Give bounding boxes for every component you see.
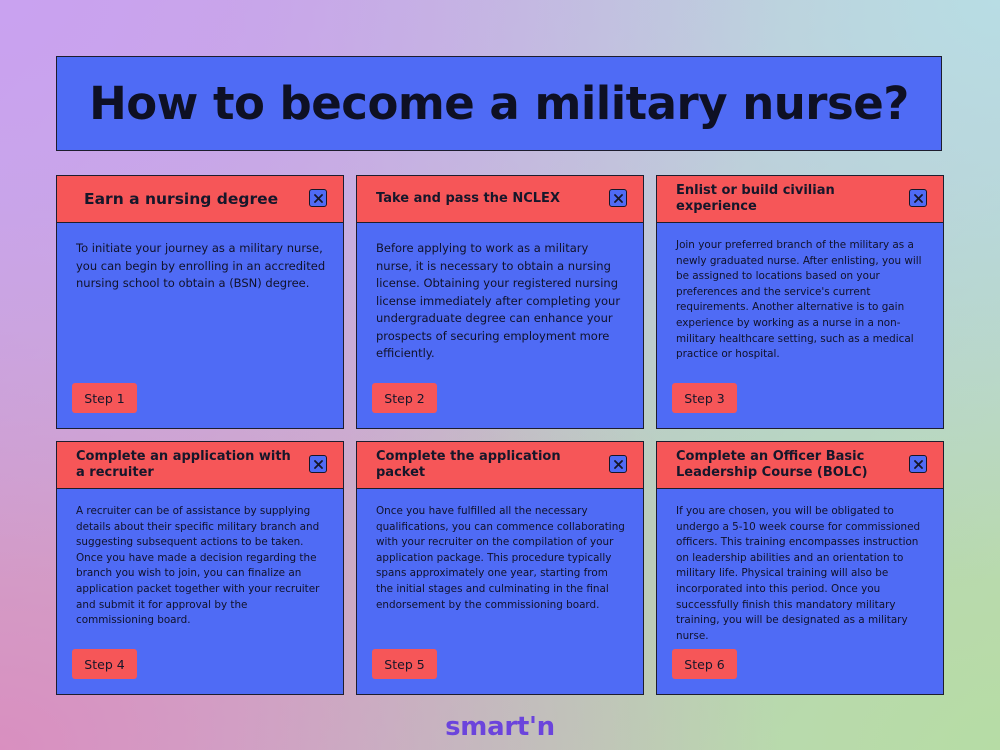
step-card-1 (56, 175, 344, 429)
card-body: If you are chosen, you will be obligated to undergo a 5-10 week course for commissioned officers. This training encompasses instruction on leadership abilities and an orientation to military life. Physical training will also be incorporated into this period. Once you successfully finish this mandatory military training, you will be designated as a military nurse. (676, 505, 921, 642)
card-header (57, 176, 343, 223)
step-card-4 (56, 441, 344, 695)
card-header (357, 442, 643, 489)
card-title: Take and pass the NCLEX (376, 191, 560, 206)
title-banner (56, 56, 942, 151)
card-header (357, 176, 643, 223)
card-body: To initiate your journey as a military nurse, you can begin by enrolling in an accredited nursing school to obtain a (BSN) degree. (76, 241, 326, 290)
card-body: Before applying to work as a military nurse, it is necessary to obtain a nursing license. Obtaining your registered nursing license immediately after completing your undergraduate degree can enhance your prospects of securing employment more efficiently. (376, 241, 621, 360)
card-title: Complete an Officer Basic Leadership Course (BOLC) (676, 449, 868, 480)
card-body: Once you have fulfilled all the necessary qualifications, you can commence collaborating with your recruiter on the compilation of your application package. This procedure typically spans approximately one year, starting from the initial stages and culminating in the final endorsement by the commissioning board. (376, 505, 625, 611)
card-body: A recruiter can be of assistance by supplying details about their specific military branch and suggesting subsequent actions to be taken. Once you have made a decision regarding the branch you wish to join, you can finalize an application packet together with your recruiter and submit it for approval by the commissioning board. (76, 505, 320, 627)
card-title: Earn a nursing degree (84, 190, 279, 208)
step-6-button[interactable]: Step 6 (672, 649, 737, 679)
card-title: Enlist or build civilian experience (676, 183, 835, 214)
step-1-button[interactable]: Step 1 (72, 383, 137, 413)
step-3-button[interactable]: Step 3 (672, 383, 737, 413)
step-5-button[interactable]: Step 5 (372, 649, 437, 679)
card-header (657, 176, 943, 223)
card-header (657, 442, 943, 489)
step-card-5 (356, 441, 644, 695)
card-header (57, 442, 343, 489)
brand-logo: smart'n (445, 712, 555, 742)
close-icon[interactable] (909, 189, 927, 207)
close-icon[interactable] (309, 455, 327, 473)
step-card-2 (356, 175, 644, 429)
page-title: How to become a military nurse? (89, 77, 909, 130)
card-title: Complete the application packet (376, 449, 561, 480)
card-body: Join your preferred branch of the military as a newly graduated nurse. After enlisting, you will be assigned to locations based on your preferences and the service's current requirements. Another alternative is to gain experience by working as a nurse in a non-military healthcare setting, such as a medical practice or hospital. (676, 239, 922, 361)
card-title: Complete an application with a recruiter (76, 449, 291, 480)
step-card-3 (656, 175, 944, 429)
close-icon[interactable] (909, 455, 927, 473)
step-4-button[interactable]: Step 4 (72, 649, 137, 679)
close-icon[interactable] (609, 455, 627, 473)
close-icon[interactable] (309, 189, 327, 207)
close-icon[interactable] (609, 189, 627, 207)
step-2-button[interactable]: Step 2 (372, 383, 437, 413)
step-card-6 (656, 441, 944, 695)
